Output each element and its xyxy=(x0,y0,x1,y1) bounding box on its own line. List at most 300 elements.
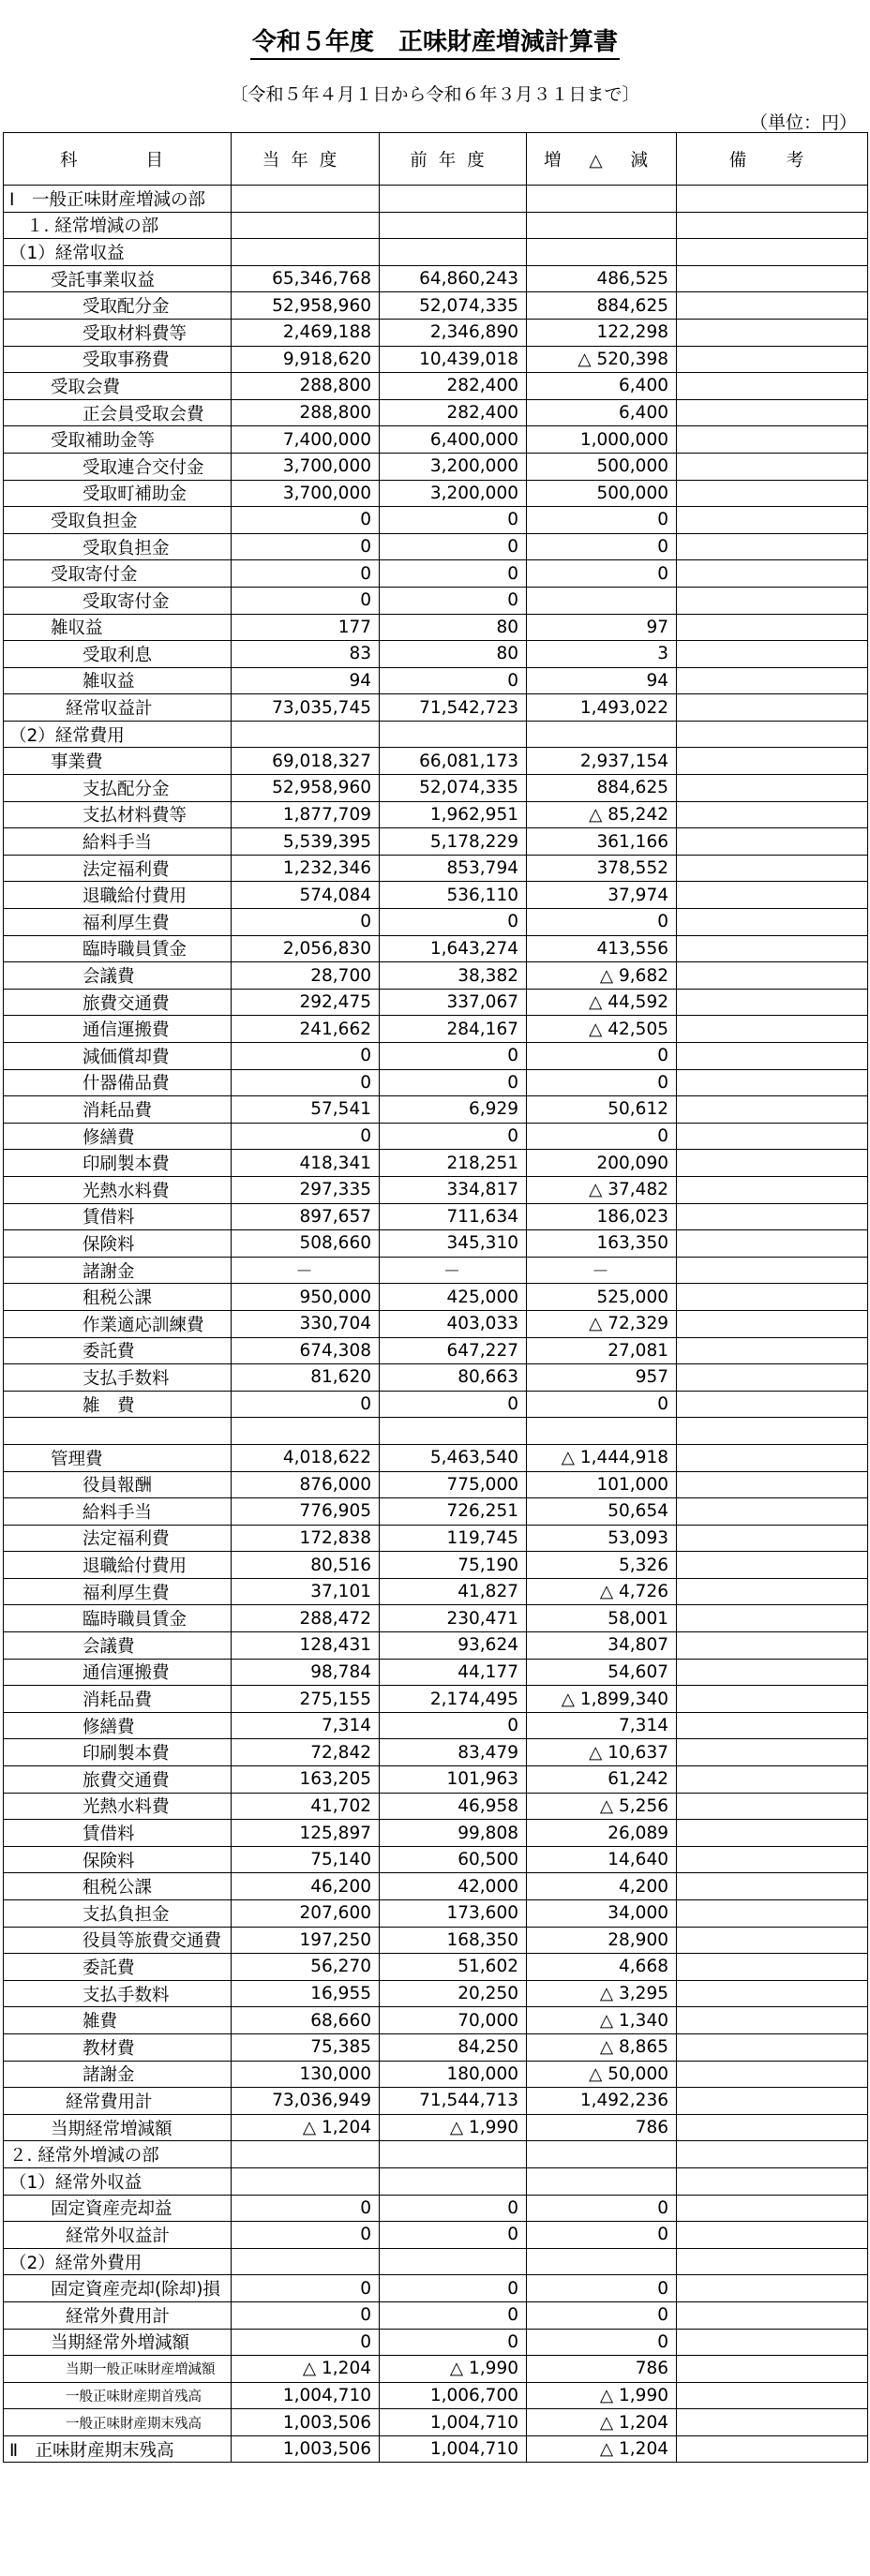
table-row xyxy=(4,1096,868,1124)
table-row xyxy=(4,2088,868,2115)
row-label: 雑収益 xyxy=(4,667,232,694)
current-year-value: 1,877,709 xyxy=(232,801,380,828)
row-label: 光熱水料費 xyxy=(4,1176,232,1203)
document-title xyxy=(0,22,870,57)
change-value: 163,350 xyxy=(527,1230,677,1258)
previous-year-value: 0 xyxy=(380,1043,527,1070)
row-label: 受取事務費 xyxy=(4,346,232,373)
row-label: １. 経常増減の部 xyxy=(4,212,232,239)
change-value: － xyxy=(527,1257,677,1284)
row-label: 受取会費 xyxy=(4,373,232,400)
table-row xyxy=(4,1203,868,1230)
header-previous-year: 前年度 xyxy=(380,133,527,186)
previous-year-value: 46,958 xyxy=(380,1793,527,1820)
change-value: △ 5,256 xyxy=(527,1793,677,1820)
previous-year-value: 84,250 xyxy=(380,2033,527,2061)
row-label: Ⅰ 一般正味財産増減の部 xyxy=(4,186,232,213)
previous-year-value: 0 xyxy=(380,1391,527,1418)
row-label: 受取負担金 xyxy=(4,507,232,534)
table-row xyxy=(4,694,868,722)
previous-year-value: 80,663 xyxy=(380,1364,527,1392)
previous-year-value: 80 xyxy=(380,614,527,641)
row-label: 受取配分金 xyxy=(4,292,232,320)
previous-year-value: 1,006,700 xyxy=(380,2382,527,2409)
remarks-cell xyxy=(677,1605,868,1632)
fiscal-period: 〔令和５年４月１日から令和６年３月３１日まで〕 xyxy=(230,84,640,105)
current-year-value: 0 xyxy=(232,909,380,936)
table-row xyxy=(4,1686,868,1713)
table-row xyxy=(4,399,868,426)
previous-year-value: 230,471 xyxy=(380,1605,527,1632)
row-label: 賃借料 xyxy=(4,1820,232,1847)
current-year-value: 0 xyxy=(232,2329,380,2356)
remarks-cell xyxy=(677,346,868,373)
row-label: 諸謝金 xyxy=(4,2061,232,2088)
change-value xyxy=(527,212,677,239)
current-year-value: 128,431 xyxy=(232,1632,380,1660)
row-label: 固定資産売却(除却)損 xyxy=(4,2275,232,2302)
change-value: 14,640 xyxy=(527,1846,677,1873)
table-row xyxy=(4,2061,868,2088)
remarks-cell xyxy=(677,1150,868,1177)
table-row xyxy=(4,1712,868,1739)
table-body xyxy=(4,186,868,2463)
remarks-cell xyxy=(677,2114,868,2141)
current-year-value: 52,958,960 xyxy=(232,292,380,320)
row-label: 支払手数料 xyxy=(4,1364,232,1392)
previous-year-value: 775,000 xyxy=(380,1471,527,1498)
row-label: 管理費 xyxy=(4,1444,232,1471)
remarks-cell xyxy=(677,2061,868,2088)
title-text: 令和５年度 正味財産増減計算書 xyxy=(250,28,620,60)
table-row xyxy=(4,2435,868,2463)
row-label: 委託費 xyxy=(4,1954,232,1981)
previous-year-value: 425,000 xyxy=(380,1284,527,1311)
change-value: 786 xyxy=(527,2114,677,2141)
table-row xyxy=(4,2275,868,2302)
change-value: 34,000 xyxy=(527,1900,677,1928)
previous-year-value: 38,382 xyxy=(380,962,527,990)
change-value: 0 xyxy=(527,2275,677,2302)
change-value: △ 4,726 xyxy=(527,1578,677,1605)
previous-year-value: 0 xyxy=(380,507,527,534)
table-row xyxy=(4,962,868,990)
change-value: 101,000 xyxy=(527,1471,677,1498)
row-label: 福利厚生費 xyxy=(4,1578,232,1605)
table-row xyxy=(4,828,868,856)
change-value: △ 10,637 xyxy=(527,1739,677,1766)
change-value: △ 1,204 xyxy=(527,2435,677,2463)
row-label: （1）経常外収益 xyxy=(4,2167,232,2195)
previous-year-value: 51,602 xyxy=(380,1954,527,1981)
remarks-cell xyxy=(677,1284,868,1311)
current-year-value: 7,400,000 xyxy=(232,426,380,454)
previous-year-value: 0 xyxy=(380,560,527,588)
previous-year-value: 0 xyxy=(380,533,527,560)
row-label: （1）経常収益 xyxy=(4,239,232,266)
current-year-value: － xyxy=(232,1257,380,1284)
current-year-value: 81,620 xyxy=(232,1364,380,1392)
row-label: 法定福利費 xyxy=(4,1525,232,1552)
current-year-value xyxy=(232,2141,380,2168)
table-row xyxy=(4,1337,868,1364)
previous-year-value: 64,860,243 xyxy=(380,265,527,292)
table-row xyxy=(4,560,868,588)
change-value: 0 xyxy=(527,1043,677,1070)
current-year-value: 0 xyxy=(232,1043,380,1070)
previous-year-value: 536,110 xyxy=(380,882,527,909)
row-label: 固定資産売却益 xyxy=(4,2195,232,2222)
remarks-cell xyxy=(677,480,868,507)
table-row xyxy=(4,2167,868,2195)
table-row xyxy=(4,801,868,828)
previous-year-value: 218,251 xyxy=(380,1150,527,1177)
previous-year-value: 60,500 xyxy=(380,1846,527,1873)
current-year-value: 5,539,395 xyxy=(232,828,380,856)
current-year-value: 876,000 xyxy=(232,1471,380,1498)
remarks-cell xyxy=(677,1739,868,1766)
row-label: 臨時職員賃金 xyxy=(4,1605,232,1632)
remarks-cell xyxy=(677,2141,868,2168)
previous-year-value: 52,074,335 xyxy=(380,775,527,802)
change-value: 3 xyxy=(527,641,677,668)
current-year-value: 68,660 xyxy=(232,2007,380,2034)
previous-year-value: 20,250 xyxy=(380,1980,527,2007)
change-value: 957 xyxy=(527,1364,677,1392)
current-year-value: 69,018,327 xyxy=(232,748,380,775)
change-value: 94 xyxy=(527,667,677,694)
change-value: 122,298 xyxy=(527,319,677,346)
remarks-cell xyxy=(677,2007,868,2034)
change-value: 58,001 xyxy=(527,1605,677,1632)
row-label: 一般正味財産期末残高 xyxy=(4,2409,232,2436)
row-label: 受取材料費等 xyxy=(4,319,232,346)
previous-year-value: 0 xyxy=(380,667,527,694)
current-year-value: 52,958,960 xyxy=(232,775,380,802)
previous-year-value: 83,479 xyxy=(380,1739,527,1766)
remarks-cell xyxy=(677,265,868,292)
row-label: 雑収益 xyxy=(4,614,232,641)
remarks-cell xyxy=(677,1578,868,1605)
change-value: 0 xyxy=(527,2195,677,2222)
change-value: 26,089 xyxy=(527,1820,677,1847)
change-value: 6,400 xyxy=(527,373,677,400)
row-label: ２. 経常外増減の部 xyxy=(4,2141,232,2168)
row-label: 一般正味財産期首残高 xyxy=(4,2382,232,2409)
table-row xyxy=(4,1123,868,1150)
table-row xyxy=(4,1927,868,1954)
current-year-value: 73,036,949 xyxy=(232,2088,380,2115)
table-row xyxy=(4,480,868,507)
current-year-value: 130,000 xyxy=(232,2061,380,2088)
row-label: 経常外収益計 xyxy=(4,2222,232,2249)
previous-year-value: 71,544,713 xyxy=(380,2088,527,2115)
previous-year-value: 0 xyxy=(380,2195,527,2222)
table-row xyxy=(4,212,868,239)
current-year-value: 288,800 xyxy=(232,399,380,426)
table-row xyxy=(4,1766,868,1794)
table-row xyxy=(4,2329,868,2356)
remarks-cell xyxy=(677,641,868,668)
remarks-cell xyxy=(677,962,868,990)
table-row xyxy=(4,2033,868,2061)
previous-year-value: △ 1,990 xyxy=(380,2356,527,2383)
table-row xyxy=(4,1444,868,1471)
change-value: △ 3,295 xyxy=(527,1980,677,2007)
remarks-cell xyxy=(677,1364,868,1392)
table-row xyxy=(4,614,868,641)
table-row xyxy=(4,1632,868,1660)
previous-year-value: 70,000 xyxy=(380,2007,527,2034)
row-label: 法定福利費 xyxy=(4,855,232,882)
previous-year-value: 726,251 xyxy=(380,1498,527,1526)
row-label: 修繕費 xyxy=(4,1712,232,1739)
row-label: 正会員受取会費 xyxy=(4,399,232,426)
remarks-cell xyxy=(677,2195,868,2222)
previous-year-value: 66,081,173 xyxy=(380,748,527,775)
table-row xyxy=(4,1310,868,1337)
previous-year-value: 75,190 xyxy=(380,1552,527,1579)
remarks-cell xyxy=(677,694,868,722)
current-year-value: 73,035,745 xyxy=(232,694,380,722)
change-value: △ 85,242 xyxy=(527,801,677,828)
table-row xyxy=(4,909,868,936)
previous-year-value: 52,074,335 xyxy=(380,292,527,320)
remarks-cell xyxy=(677,319,868,346)
row-label: 消耗品費 xyxy=(4,1096,232,1124)
change-value: 884,625 xyxy=(527,775,677,802)
row-label: 通信運搬費 xyxy=(4,1016,232,1043)
current-year-value: 0 xyxy=(232,507,380,534)
row-label: 什器備品費 xyxy=(4,1069,232,1096)
table-row xyxy=(4,775,868,802)
previous-year-value xyxy=(380,186,527,213)
change-value: △ 1,204 xyxy=(527,2409,677,2436)
change-value: 50,654 xyxy=(527,1498,677,1526)
current-year-value: 80,516 xyxy=(232,1552,380,1579)
change-value: 0 xyxy=(527,507,677,534)
table-row xyxy=(4,2222,868,2249)
remarks-cell xyxy=(677,828,868,856)
previous-year-value: 0 xyxy=(380,2329,527,2356)
previous-year-value: 284,167 xyxy=(380,1016,527,1043)
table-row xyxy=(4,1016,868,1043)
remarks-cell xyxy=(677,748,868,775)
current-year-value: 241,662 xyxy=(232,1016,380,1043)
table-row xyxy=(4,1954,868,1981)
row-label: 当期一般正味財産増減額 xyxy=(4,2356,232,2383)
row-label: 給料手当 xyxy=(4,828,232,856)
remarks-cell xyxy=(677,1820,868,1847)
table-row xyxy=(4,1739,868,1766)
current-year-value: 297,335 xyxy=(232,1176,380,1203)
row-label: 雑 費 xyxy=(4,1391,232,1418)
remarks-cell xyxy=(677,721,868,748)
current-year-value: 3,700,000 xyxy=(232,480,380,507)
previous-year-value: 0 xyxy=(380,2275,527,2302)
change-value: 500,000 xyxy=(527,453,677,480)
change-value: 0 xyxy=(527,1069,677,1096)
remarks-cell xyxy=(677,801,868,828)
current-year-value: 0 xyxy=(232,1391,380,1418)
current-year-value xyxy=(232,2167,380,2195)
change-value: 884,625 xyxy=(527,292,677,320)
remarks-cell xyxy=(677,1176,868,1203)
remarks-cell xyxy=(677,2301,868,2329)
table-row xyxy=(4,2195,868,2222)
remarks-cell xyxy=(677,2356,868,2383)
row-label: 諸謝金 xyxy=(4,1257,232,1284)
change-value: △ 42,505 xyxy=(527,1016,677,1043)
current-year-value: 1,003,506 xyxy=(232,2409,380,2436)
change-value: 27,081 xyxy=(527,1337,677,1364)
current-year-value: 7,314 xyxy=(232,1712,380,1739)
remarks-cell xyxy=(677,1096,868,1124)
row-label: 旅費交通費 xyxy=(4,989,232,1016)
previous-year-value xyxy=(380,212,527,239)
current-year-value: 57,541 xyxy=(232,1096,380,1124)
remarks-cell xyxy=(677,1632,868,1660)
table-row xyxy=(4,935,868,962)
change-value: 0 xyxy=(527,1391,677,1418)
previous-year-value: 93,624 xyxy=(380,1632,527,1660)
table-row xyxy=(4,1418,868,1445)
remarks-cell xyxy=(677,1927,868,1954)
remarks-cell xyxy=(677,2409,868,2436)
row-label: 支払負担金 xyxy=(4,1900,232,1928)
remarks-cell xyxy=(677,2088,868,2115)
current-year-value: 508,660 xyxy=(232,1230,380,1258)
current-year-value: 950,000 xyxy=(232,1284,380,1311)
change-value: 0 xyxy=(527,533,677,560)
row-label: 支払材料費等 xyxy=(4,801,232,828)
current-year-value: 292,475 xyxy=(232,989,380,1016)
table-row xyxy=(4,1873,868,1900)
remarks-cell xyxy=(677,882,868,909)
remarks-cell xyxy=(677,2222,868,2249)
previous-year-value xyxy=(380,2141,527,2168)
change-value: 786 xyxy=(527,2356,677,2383)
remarks-cell xyxy=(677,1552,868,1579)
row-label: 受託事業収益 xyxy=(4,265,232,292)
row-label: 支払手数料 xyxy=(4,1980,232,2007)
current-year-value: 4,018,622 xyxy=(232,1444,380,1471)
previous-year-value: 71,542,723 xyxy=(380,694,527,722)
current-year-value: 1,004,710 xyxy=(232,2382,380,2409)
table-row xyxy=(4,453,868,480)
current-year-value: 0 xyxy=(232,1123,380,1150)
current-year-value: 16,955 xyxy=(232,1980,380,2007)
current-year-value: 163,205 xyxy=(232,1766,380,1794)
row-label: 租税公課 xyxy=(4,1873,232,1900)
remarks-cell xyxy=(677,1230,868,1258)
remarks-cell xyxy=(677,2275,868,2302)
change-value: △ 1,899,340 xyxy=(527,1686,677,1713)
current-year-value xyxy=(232,186,380,213)
remarks-cell xyxy=(677,1793,868,1820)
table-row xyxy=(4,265,868,292)
current-year-value: 574,084 xyxy=(232,882,380,909)
row-label: 委託費 xyxy=(4,1337,232,1364)
header-row xyxy=(4,133,868,186)
previous-year-value: 6,400,000 xyxy=(380,426,527,454)
previous-year-value: 345,310 xyxy=(380,1230,527,1258)
previous-year-value: 1,643,274 xyxy=(380,935,527,962)
table-row xyxy=(4,292,868,320)
previous-year-value: 44,177 xyxy=(380,1659,527,1686)
previous-year-value: － xyxy=(380,1257,527,1284)
remarks-cell xyxy=(677,1016,868,1043)
previous-year-value xyxy=(380,239,527,266)
current-year-value: 897,657 xyxy=(232,1203,380,1230)
change-value: △ 1,340 xyxy=(527,2007,677,2034)
row-label: 役員等旅費交通費 xyxy=(4,1927,232,1954)
table-row xyxy=(4,855,868,882)
change-value: 7,314 xyxy=(527,1712,677,1739)
table-row xyxy=(4,1176,868,1203)
remarks-cell xyxy=(677,2248,868,2275)
current-year-value xyxy=(232,212,380,239)
table-row xyxy=(4,1471,868,1498)
remarks-cell xyxy=(677,1391,868,1418)
row-label: 作業適応訓練費 xyxy=(4,1310,232,1337)
previous-year-value: 282,400 xyxy=(380,399,527,426)
previous-year-value: 0 xyxy=(380,587,527,614)
table-row xyxy=(4,319,868,346)
current-year-value: 3,700,000 xyxy=(232,453,380,480)
row-label: 臨時職員賃金 xyxy=(4,935,232,962)
remarks-cell xyxy=(677,1766,868,1794)
remarks-cell xyxy=(677,1873,868,1900)
table-row xyxy=(4,2141,868,2168)
change-value xyxy=(527,186,677,213)
change-value: 0 xyxy=(527,2329,677,2356)
change-value: 1,492,236 xyxy=(527,2088,677,2115)
remarks-cell xyxy=(677,1444,868,1471)
remarks-cell xyxy=(677,1712,868,1739)
remarks-cell xyxy=(677,909,868,936)
change-value: △ 72,329 xyxy=(527,1310,677,1337)
previous-year-value: 0 xyxy=(380,2222,527,2249)
previous-year-value: 168,350 xyxy=(380,1927,527,1954)
change-value xyxy=(527,239,677,266)
change-value: △ 8,865 xyxy=(527,2033,677,2061)
remarks-cell xyxy=(677,453,868,480)
current-year-value: 0 xyxy=(232,2301,380,2329)
row-label: 役員報酬 xyxy=(4,1471,232,1498)
remarks-cell xyxy=(677,1310,868,1337)
table-row xyxy=(4,667,868,694)
remarks-cell xyxy=(677,1954,868,1981)
table-row xyxy=(4,2248,868,2275)
table-row xyxy=(4,1659,868,1686)
previous-year-value: 0 xyxy=(380,2301,527,2329)
previous-year-value: 0 xyxy=(380,909,527,936)
change-value: 0 xyxy=(527,1123,677,1150)
current-year-value: 418,341 xyxy=(232,1150,380,1177)
remarks-cell xyxy=(677,1069,868,1096)
row-label: 受取寄付金 xyxy=(4,560,232,588)
previous-year-value: 3,200,000 xyxy=(380,480,527,507)
change-value: △ 50,000 xyxy=(527,2061,677,2088)
header-current-year: 当年度 xyxy=(232,133,380,186)
previous-year-value xyxy=(380,721,527,748)
change-value: 500,000 xyxy=(527,480,677,507)
header-account: 科 目 xyxy=(4,133,232,186)
change-value: 0 xyxy=(527,909,677,936)
table-row xyxy=(4,587,868,614)
remarks-cell xyxy=(677,1846,868,1873)
